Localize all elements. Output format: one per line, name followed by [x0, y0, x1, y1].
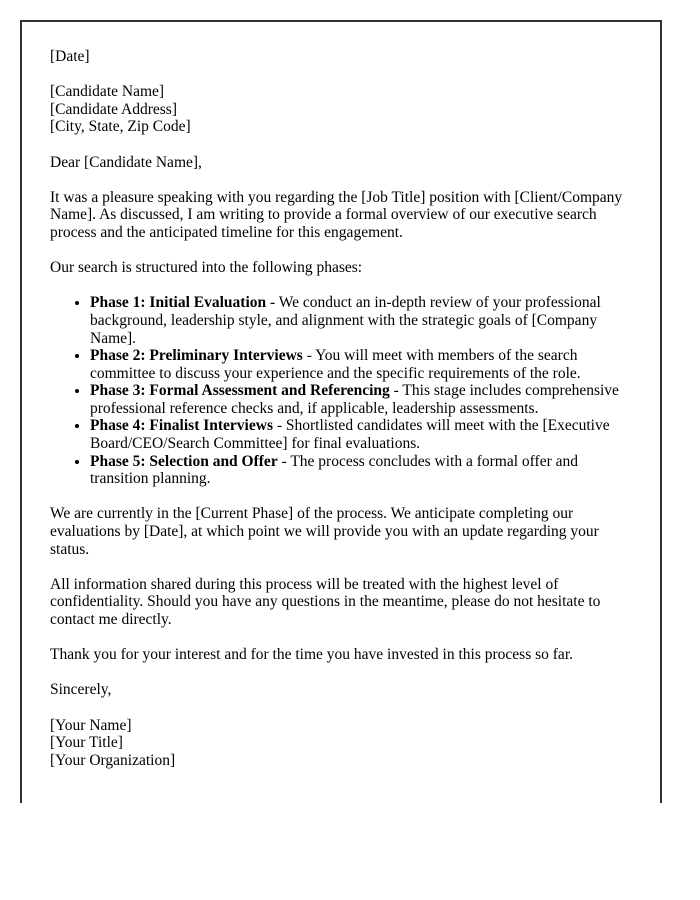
signature-title: [Your Title]: [50, 734, 123, 752]
salutation: Dear [Candidate Name],: [50, 153, 202, 171]
phases-list: [50, 294, 630, 488]
recipient-name: [Candidate Name]: [50, 83, 165, 101]
phase-title: Phase 1: Initial Evaluation: [90, 294, 267, 312]
phase-title: Phase 5: Selection and Offer: [90, 452, 278, 470]
phase-item: [90, 347, 630, 382]
phase-description: - This stage includes comprehensive professional reference checks and, if applicable, leadership assessments.: [90, 382, 619, 417]
signature-organization: [Your Organization]: [50, 751, 176, 769]
phase-description: - The process concludes with a formal offer and transition planning.: [90, 452, 578, 488]
recipient-city-state-zip: [City, State, Zip Code]: [50, 118, 191, 136]
phase-item: [90, 453, 630, 488]
recipient-block: [50, 83, 630, 136]
phase-description: - We conduct an in-depth review of your professional background, leadership style, and alignment with the strategic goals of [Company Name].: [90, 294, 601, 347]
phase-title: Phase 2: Preliminary Interviews: [90, 347, 303, 365]
date-line: [Date]: [50, 48, 90, 65]
closing: Sincerely,: [50, 681, 112, 699]
signature-block: [50, 717, 630, 770]
intro-paragraph: It was a pleasure speaking with you regarding the [Job Title] position with [Client/Company Name]. As discussed, I am writing to provide a formal overview of our executive search process and the anticipated timeline for this engagement.: [50, 188, 623, 241]
letter-page: [20, 20, 662, 803]
phase-title: Phase 3: Formal Assessment and Referencing: [90, 382, 390, 400]
phase-description: - You will meet with members of the search committee to discuss your experience and the specific requirements of the role.: [90, 347, 581, 382]
phase-description: - Shortlisted candidates will meet with the [Executive Board/CEO/Search Committee] for final evaluations.: [90, 417, 610, 453]
phase-item: [90, 382, 630, 417]
signature-name: [Your Name]: [50, 716, 132, 734]
phase-item: [90, 294, 630, 347]
confidentiality-paragraph: All information shared during this process will be treated with the highest level of confidentiality. Should you have any questions in the meantime, please do not hesitate to contact me directly.: [50, 575, 601, 628]
phases-intro: Our search is structured into the following phases:: [50, 259, 363, 277]
recipient-address: [Candidate Address]: [50, 100, 177, 118]
current-status-paragraph: We are currently in the [Current Phase] of the process. We anticipate completing our evaluations by [Date], at which point we will provide you with an update regarding your status.: [50, 505, 599, 558]
phase-item: [90, 417, 630, 452]
phase-title: Phase 4: Finalist Interviews: [90, 417, 273, 435]
thanks-paragraph: Thank you for your interest and for the time you have invested in this process so far.: [50, 646, 573, 664]
